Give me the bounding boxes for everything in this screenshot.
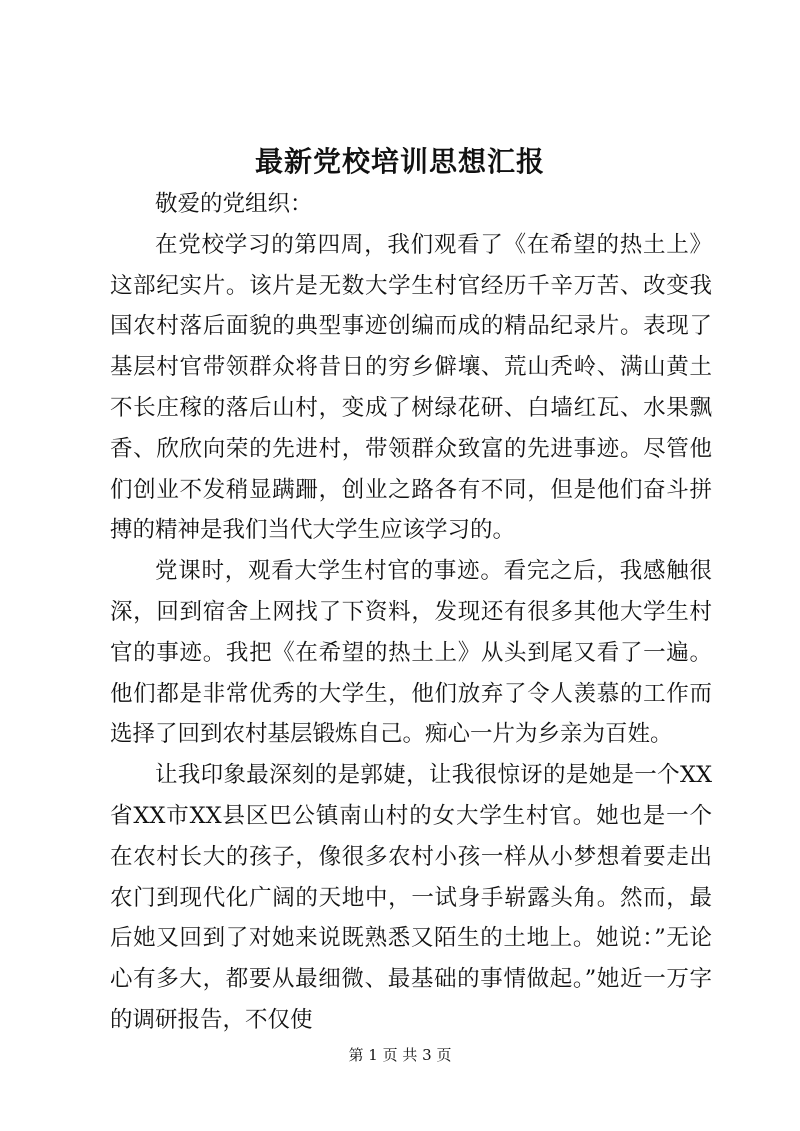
document-body xyxy=(110,184,712,1041)
page-number-footer: 第 1 页 共 3 页 xyxy=(348,1046,452,1064)
paragraph-1: 在党校学习的第四周，我们观看了《在希望的热土上》这部纪实片。该片是无数大学生村官经历千辛万苦、改变我国农村落后面貌的典型事迹创编而成的精品纪录片。表现了基层村官带领群众将昔日的穷乡僻壤、荒山秃岭、满山黄土不长庄稼的落后山村，变成了树绿花研、白墙红瓦、水果飘香、欣欣向荣的先进村，带领群众致富的先进事迹。尽管他们创业不发稍显蹒跚，创业之路各有不同，但是他们奋斗拼搏的精神是我们当代大学生应该学习的。 xyxy=(110,231,712,544)
greeting-line: 敬爱的党组织： xyxy=(155,191,313,217)
paragraph-2: 党课时，观看大学生村官的事迹。看完之后，我感触很深，回到宿舍上网找了下资料，发现还有很多其他大学生村官的事迹。我把《在希望的热土上》从头到尾又看了一遍。他们都是非常优秀的大学生，他们放弃了令人羡慕的工作而选择了回到农村基层锻炼自己。痴心一片为乡亲为百姓。 xyxy=(110,558,712,748)
paragraph-3: 让我印象最深刻的是郭婕，让我很惊讶的是她是一个XX省XX市XX县区巴公镇南山村的女大学生村官。她也是一个在农村长大的孩子，像很多农村小孩一样从小梦想着要走出农门到现代化广阔的天地中，一试身手崭露头角。然而，最后她又回到了对她来说既熟悉又陌生的土地上。她说：”无论心有多大，都要从最细微、最基础的事情做起。”她近一万字的调研报告，不仅使 xyxy=(110,762,712,1033)
document-title: 最新党校培训思想汇报 xyxy=(254,145,545,178)
